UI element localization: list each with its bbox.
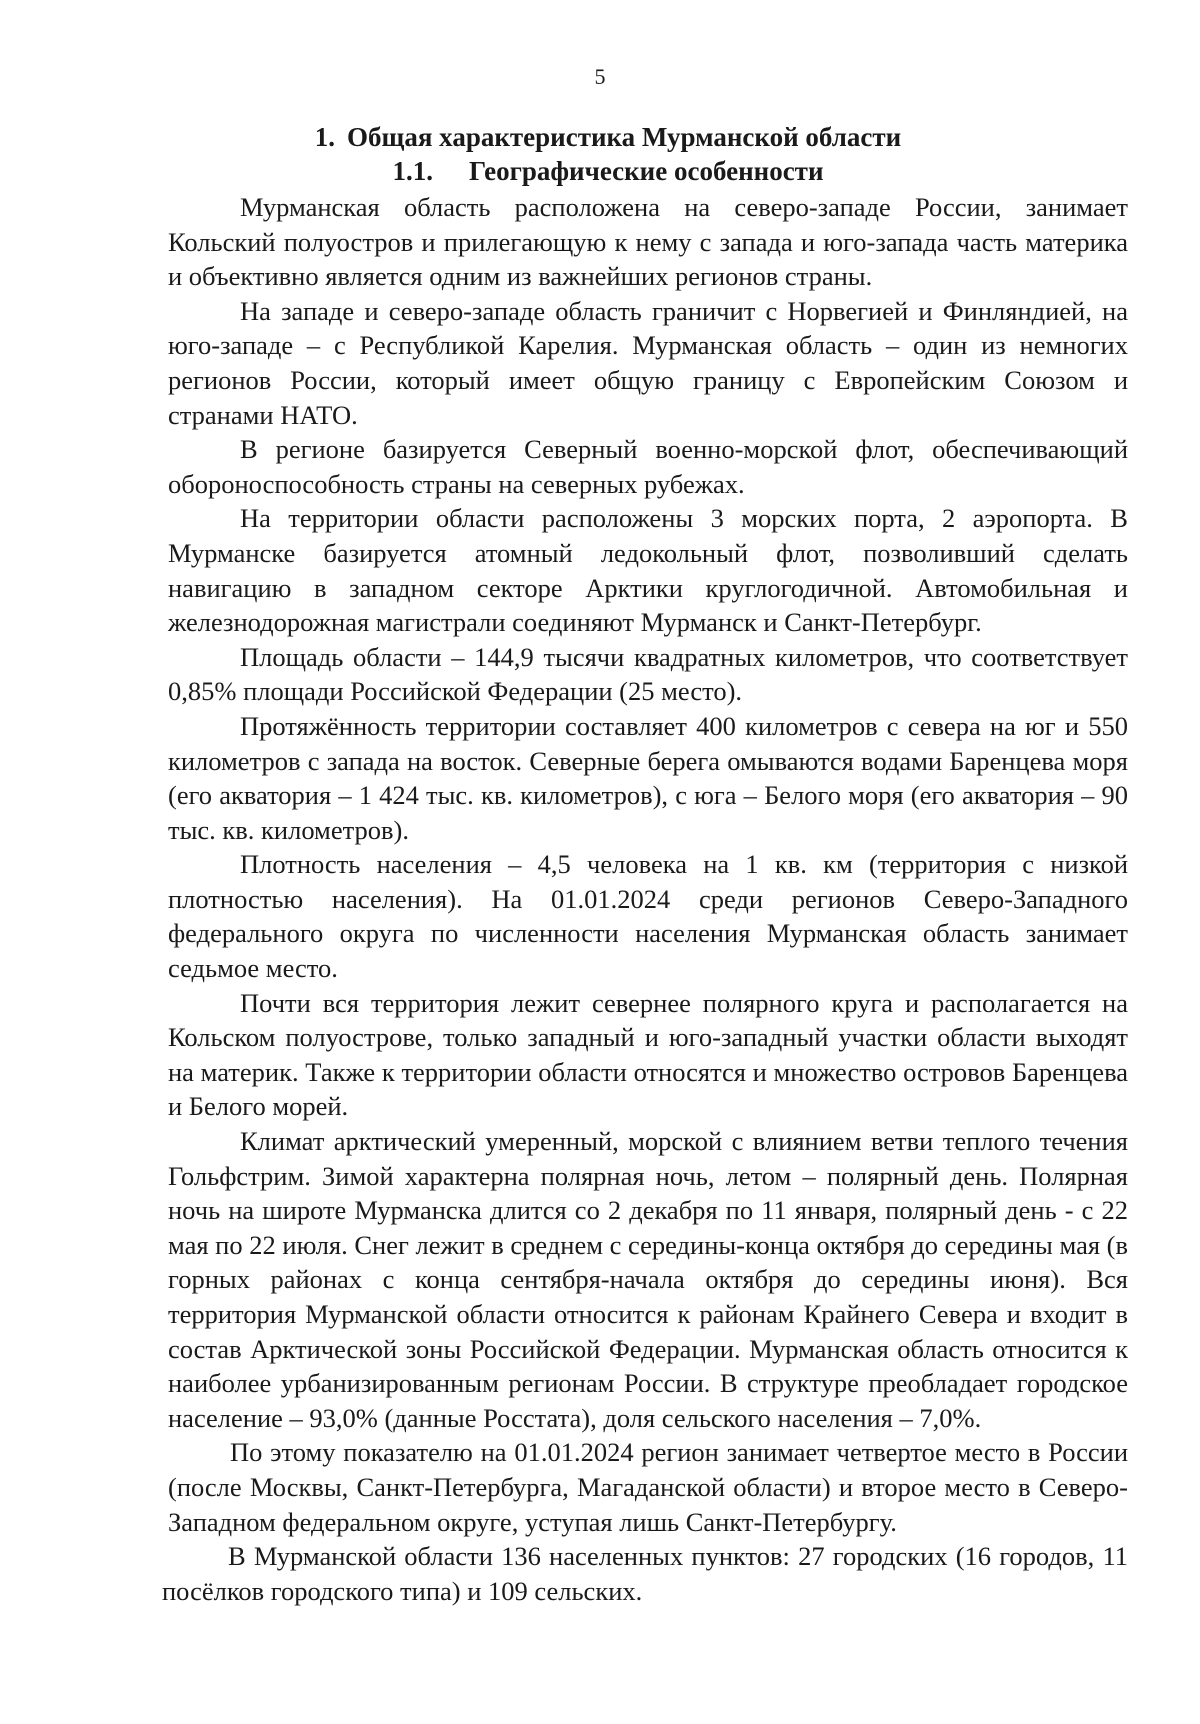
paragraph-density: Плотность населения – 4,5 человека на 1 кв. км (территория с низкой плотностью населения). На 01.01.2024 среди регионов Северо-Западного федерального округа по численности населения Мурманская область занимает седьмое место. [168,849,1128,984]
paragraph-location: Мурманская область расположена на северо-западе России, занимает Кольский полуостров и прилегающую к нему с запада и юго-запада часть материка и объективно является одним из важнейших регионов страны. [168,192,1128,292]
paragraph-ranking: По этому показателю на 01.01.2024 регион занимает четвертое место в России (после Москвы, Санкт-Петербурга, Магаданской области) и второе место в Северо-Западном федеральном округе, уступая лишь Санкт-Петербургу. [168,1437,1128,1537]
paragraph-settlements: В Мурманской области 136 населенных пунктов: 27 городских (16 городов, 11 посёлков городского типа) и 109 сельских. [162,1541,1128,1606]
paragraph-extent: Протяжённость территории составляет 400 километров с севера на юг и 550 километров с запада на восток. Северные берега омываются водами Баренцева моря (его акватория – 1 424 тыс. кв. километров), с юга – Белого моря (его акватория – 90 тыс. кв. километров). [168,710,1128,845]
body-text [162,190,1128,1608]
paragraph-territory: Почти вся территория лежит севернее полярного круга и располагается на Кольском полуострове, только западный и юго-западный участки области выходят на материк. Также к территории области относятся и множество островов Баренцева и Белого морей. [168,987,1128,1122]
paragraph-transport: На территории области расположены 3 морских порта, 2 аэропорта. В Мурманске базируется атомный ледокольный флот, позволивший сделать навигацию в западном секторе Арктики круглогодичной. Автомобильная и железнодорожная магистрали соединяют Мурманск и Санкт-Петербург. [168,503,1128,638]
section-heading [0,121,1200,154]
page-number: 5 [594,64,606,89]
paragraph-area: Площадь области – 144,9 тысячи квадратных километров, что соответствует 0,85% площади Российской Федерации (25 место). [168,641,1128,707]
paragraph-fleet: В регионе базируется Северный военно-морской флот, обеспечивающий обороноспособность страны на северных рубежах. [168,434,1128,499]
paragraph-climate: Климат арктический умеренный, морской с влиянием ветви теплого течения Гольфстрим. Зимой характерна полярная ночь, летом – полярный день. Полярная ночь на широте Мурманска длится со 2 декабря по 11 января, полярный день - с 22 мая по 22 июля. Снег лежит в среднем с середины-конца октября до середины мая (в горных районах с конца сентября-начала октября до середины июня). Вся территория Мурманской области относится к районам Крайнего Севера и входит в состав Арктической зоны Российской Федерации. Мурманская область относится к наиболее урбанизированным регионам России. В структуре преобладает городское население – 93,0% (данные Росстата), доля сельского населения – 7,0%. [168,1126,1128,1433]
subsection-title: Географические особенности [468,156,824,186]
subsection-number: 1.1. [392,156,433,186]
paragraph-borders: На западе и северо-западе область граничит с Норвегией и Финляндией, на юго-западе – с Республикой Карелия. Мурманская область – один из немногих регионов России, который имеет общую границу с Европейским Союзом и странами НАТО. [168,295,1128,430]
subsection-heading [0,155,1200,188]
section-number: 1. [314,122,336,152]
section-title: Общая характеристика Мурманской области [347,122,902,152]
